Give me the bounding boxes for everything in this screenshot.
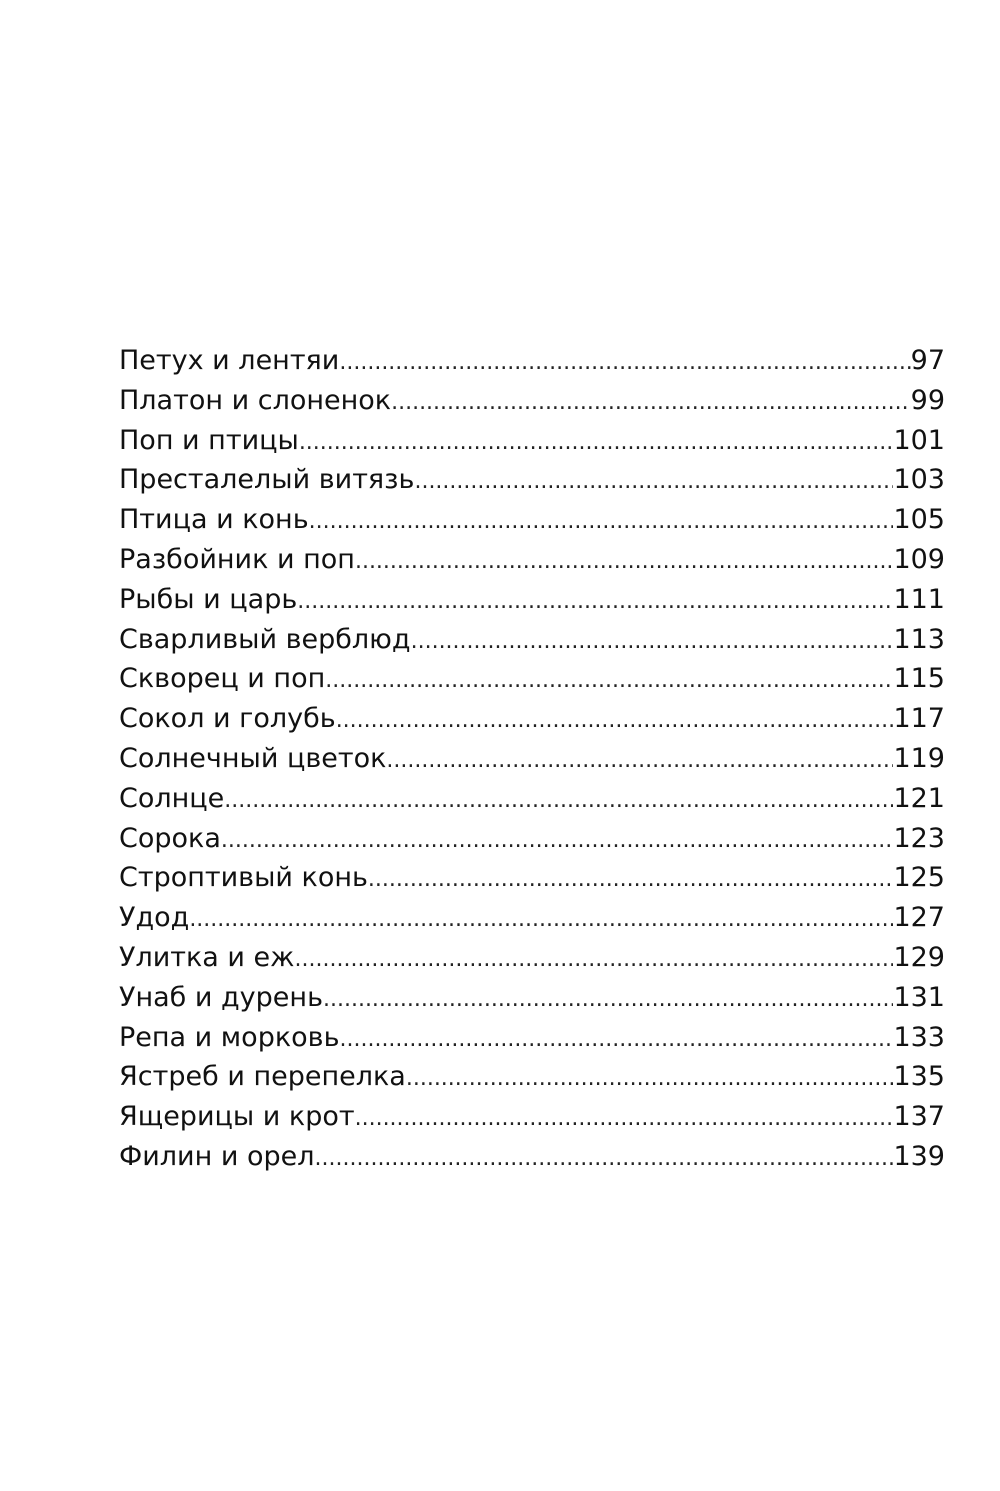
toc-entry — [119, 620, 945, 660]
toc-dot-leader — [355, 542, 894, 582]
toc-dot-leader — [189, 900, 893, 940]
toc-entry-page: 139 — [893, 1140, 945, 1172]
toc-entry-page: 109 — [893, 543, 945, 575]
toc-entry-page: 137 — [893, 1101, 945, 1133]
toc-entry-title: Сорока — [119, 822, 221, 854]
toc-entry-title: Удод — [119, 902, 190, 934]
toc-dot-leader — [339, 1020, 893, 1060]
toc-dot-leader — [368, 860, 894, 900]
toc-entry — [119, 460, 945, 500]
toc-dot-leader — [386, 741, 893, 781]
toc-dot-leader — [414, 462, 893, 502]
toc-dot-leader — [309, 502, 894, 542]
toc-entry-page: 111 — [893, 583, 945, 615]
toc-entry — [119, 500, 945, 540]
toc-entry-page: 105 — [893, 504, 945, 536]
toc-entry-page: 119 — [893, 742, 945, 774]
toc-entry — [119, 580, 945, 620]
toc-dot-leader — [406, 1059, 894, 1099]
toc-entry-page: 117 — [893, 703, 945, 735]
toc-entry — [119, 699, 945, 739]
toc-entry-title: Престалелый витязь — [119, 464, 415, 496]
table-of-contents — [119, 341, 945, 1177]
toc-entry — [119, 1057, 945, 1097]
toc-entry-title: Ястреб и перепелка — [119, 1061, 406, 1093]
toc-entry-page: 133 — [893, 1021, 945, 1053]
toc-entry-title: Рыбы и царь — [119, 583, 298, 615]
toc-entry — [119, 540, 945, 580]
toc-dot-leader — [315, 1139, 894, 1179]
toc-entry-title: Поп и птицы — [119, 424, 299, 456]
toc-entry-title: Строптивый конь — [119, 862, 368, 894]
toc-entry-title: Птица и конь — [119, 504, 309, 536]
toc-entry — [119, 739, 945, 779]
toc-entry — [119, 779, 945, 819]
toc-entry — [119, 341, 945, 381]
toc-entry-title: Платон и слоненок — [119, 384, 392, 416]
toc-entry — [119, 858, 945, 898]
toc-entry — [119, 1018, 945, 1058]
toc-dot-leader — [224, 781, 893, 821]
toc-entry-page: 103 — [893, 464, 945, 496]
toc-dot-leader — [355, 1099, 894, 1139]
toc-entry-page: 121 — [893, 782, 945, 814]
toc-dot-leader — [325, 661, 893, 701]
toc-entry-title: Сварливый верблюд — [119, 623, 411, 655]
toc-entry — [119, 978, 945, 1018]
toc-entry — [119, 1137, 945, 1177]
toc-entry-page: 127 — [893, 902, 945, 934]
toc-entry-page: 113 — [893, 623, 945, 655]
toc-entry-title: Солнце — [119, 782, 225, 814]
toc-entry-title: Ящерицы и крот — [119, 1101, 355, 1133]
toc-entry-title: Филин и орел — [119, 1140, 315, 1172]
toc-entry-title: Солнечный цветок — [119, 742, 387, 774]
toc-entry — [119, 938, 945, 978]
toc-dot-leader — [221, 821, 894, 861]
toc-entry-page: 101 — [893, 424, 945, 456]
toc-dot-leader — [411, 622, 894, 662]
toc-entry — [119, 381, 945, 421]
toc-entry-page: 125 — [893, 862, 945, 894]
toc-dot-leader — [323, 980, 893, 1020]
toc-dot-leader — [339, 343, 910, 383]
toc-entry — [119, 898, 945, 938]
toc-entry-title: Разбойник и поп — [119, 543, 355, 575]
toc-entry — [119, 659, 945, 699]
toc-entry-page: 115 — [893, 663, 945, 695]
toc-dot-leader — [299, 423, 894, 463]
toc-dot-leader — [295, 940, 894, 980]
toc-entry-page: 135 — [893, 1061, 945, 1093]
toc-entry-title: Сокол и голубь — [119, 703, 336, 735]
toc-entry-title: Улитка и еж — [119, 941, 295, 973]
toc-entry — [119, 1097, 945, 1137]
toc-entry-page: 129 — [893, 941, 945, 973]
toc-entry — [119, 421, 945, 461]
toc-entry-page: 131 — [893, 981, 945, 1013]
toc-dot-leader — [391, 383, 911, 423]
toc-entry-page: 123 — [893, 822, 945, 854]
toc-dot-leader — [336, 701, 894, 741]
toc-entry — [119, 819, 945, 859]
toc-entry-title: Унаб и дурень — [119, 981, 323, 1013]
toc-dot-leader — [297, 582, 893, 622]
toc-entry-page: 97 — [910, 345, 945, 376]
toc-entry-title: Петух и лентяи — [119, 345, 340, 376]
toc-entry-page: 99 — [910, 384, 945, 416]
toc-entry-title: Скворец и поп — [119, 663, 326, 695]
toc-entry-title: Репа и морковь — [119, 1021, 340, 1053]
